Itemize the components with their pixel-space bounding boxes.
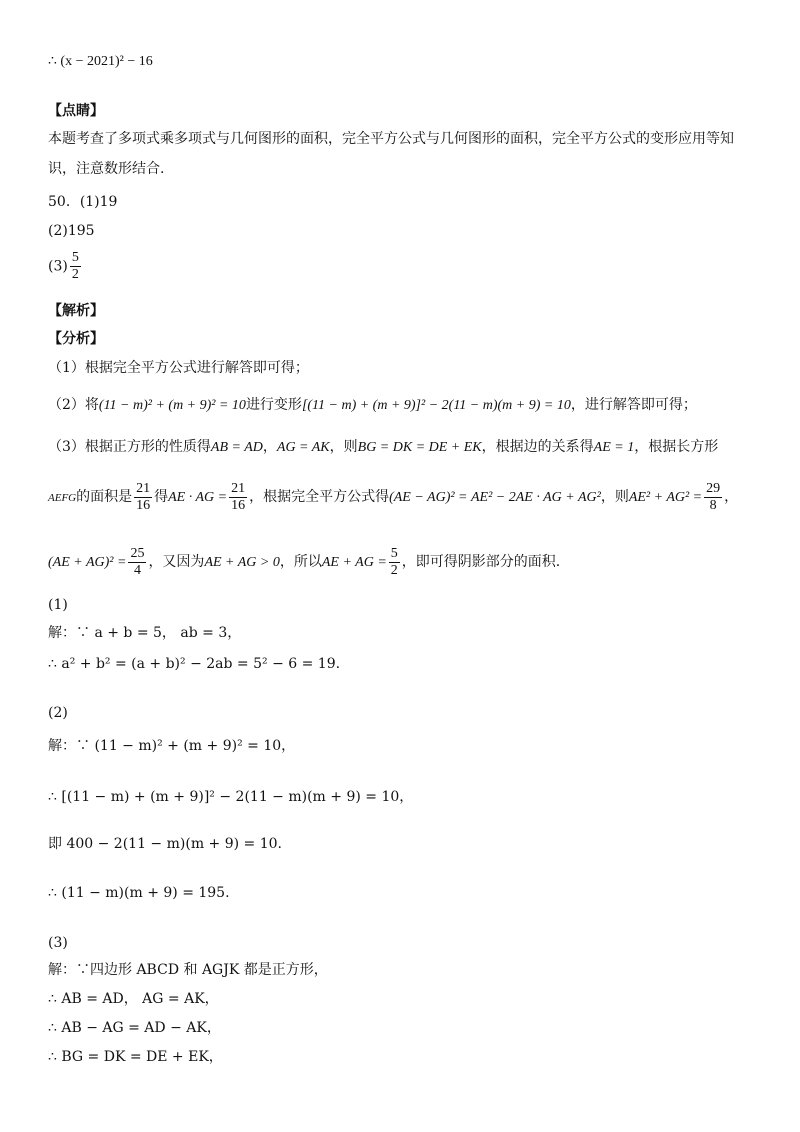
solution-2-label: (2)	[48, 705, 68, 721]
formula-line-1	[48, 52, 153, 71]
equation: (AE + AG)² =	[48, 555, 127, 570]
solution-2-line-1: 解：∵ (11 − m)² + (m + 9)² = 10，	[48, 738, 296, 754]
equation: [(11 − m) + (m + 9)]² − 2(11 − m)(m + 9) = 10	[301, 398, 571, 413]
solution-3-line-3: ∴ AB − AG = AD − AK，	[48, 1020, 221, 1036]
text: ，则	[329, 439, 358, 455]
solution-1-line-1: 解：∵ a + b = 5， ab = 3，	[48, 625, 242, 641]
solution-2-line-4: ∴ (11 − m)(m + 9) = 195.	[48, 885, 230, 901]
answer-label: (3)	[48, 258, 68, 275]
equation: AE · AG =	[168, 490, 228, 505]
equation: AE + AG > 0	[204, 555, 280, 570]
text: ，	[262, 439, 277, 455]
denominator: 2	[390, 562, 398, 578]
solution-3-line-1: 解：∵四边形 ABCD 和 AGJK 都是正方形，	[48, 962, 328, 978]
answer-50-2: (2)195	[48, 223, 95, 239]
fraction	[70, 250, 81, 283]
solution-1-label: (1)	[48, 597, 68, 613]
analysis-3-cont	[48, 480, 738, 515]
analysis-2	[48, 396, 697, 415]
text: 进行变形	[245, 397, 302, 413]
equation: AG = AK	[276, 440, 330, 455]
dianjing-text-1: 本题考查了多项式乘多项式与几何图形的面积，完全平方公式与几何图形的面积，完全平方公式的变形应用等知	[48, 131, 734, 147]
answer-50-3	[48, 250, 83, 283]
text: ，又因为	[148, 554, 205, 570]
solution-2-line-2: ∴ [(11 − m) + (m + 9)]² − 2(11 − m)(m + 9) = 10，	[48, 789, 414, 805]
text: 的面积是	[76, 489, 133, 505]
equation: AE + AG =	[321, 555, 387, 570]
analysis-3	[48, 438, 718, 457]
equation: AE = 1	[593, 440, 635, 455]
text: ，进行解答即可得；	[570, 397, 697, 413]
text: （2）将	[48, 397, 99, 413]
answer-50-1: 50．(1)19	[48, 194, 118, 210]
numerator: 25	[130, 545, 145, 561]
formula-text: ∴ (x − 2021)² − 16	[48, 54, 153, 69]
analysis-1: （1）根据完全平方公式进行解答即可得；	[48, 360, 309, 376]
text: ，根据完全平方公式得	[249, 489, 390, 505]
equation: (11 − m)² + (m + 9)² = 10	[98, 398, 246, 413]
text: 得	[154, 489, 169, 505]
denominator: 8	[709, 497, 717, 513]
numerator: 5	[390, 545, 398, 561]
fraction	[134, 481, 152, 514]
text: （3）根据正方形的性质得	[48, 439, 211, 455]
fraction	[389, 546, 400, 579]
equation: AE² + AG² =	[628, 490, 703, 505]
section-dianjing: 【点睛】	[48, 103, 104, 119]
text: ，即可得阴影部分的面积.	[401, 554, 561, 570]
numerator: 29	[706, 480, 721, 496]
section-jiexi: 【解析】	[48, 303, 104, 319]
fraction	[128, 546, 146, 579]
equation: (AE − AG)² = AE² − 2AE · AG + AG²	[389, 490, 601, 505]
text: ，则	[600, 489, 629, 505]
text: ，根据长方形	[634, 439, 719, 455]
solution-3-label: (3)	[48, 935, 68, 951]
denominator: 2	[71, 267, 79, 282]
equation: AEFG	[48, 492, 77, 504]
dianjing-text-2: 识，注意数形结合.	[48, 161, 165, 177]
text: ，	[724, 489, 739, 505]
solution-1-line-2: ∴ a² + b² = (a + b)² − 2ab = 5² − 6 = 19.	[48, 656, 341, 672]
solution-3-line-2: ∴ AB = AD， AG = AK，	[48, 991, 219, 1007]
fraction	[229, 481, 247, 514]
text: ，根据边的关系得	[481, 439, 594, 455]
denominator: 4	[133, 562, 141, 578]
equation: AB = AD	[210, 440, 263, 455]
numerator: 21	[136, 480, 151, 496]
section-fenxi: 【分析】	[48, 331, 104, 347]
equation: BG = DK = DE + EK	[357, 440, 482, 455]
numerator: 21	[231, 480, 246, 496]
solution-2-line-3: 即 400 − 2(11 − m)(m + 9) = 10.	[48, 836, 282, 852]
denominator: 16	[136, 497, 151, 513]
fraction	[704, 481, 722, 514]
text: ，所以	[279, 554, 322, 570]
denominator: 16	[231, 497, 246, 513]
solution-3-line-4: ∴ BG = DK = DE + EK，	[48, 1049, 223, 1065]
analysis-3-end	[48, 545, 560, 580]
numerator: 5	[71, 250, 79, 265]
